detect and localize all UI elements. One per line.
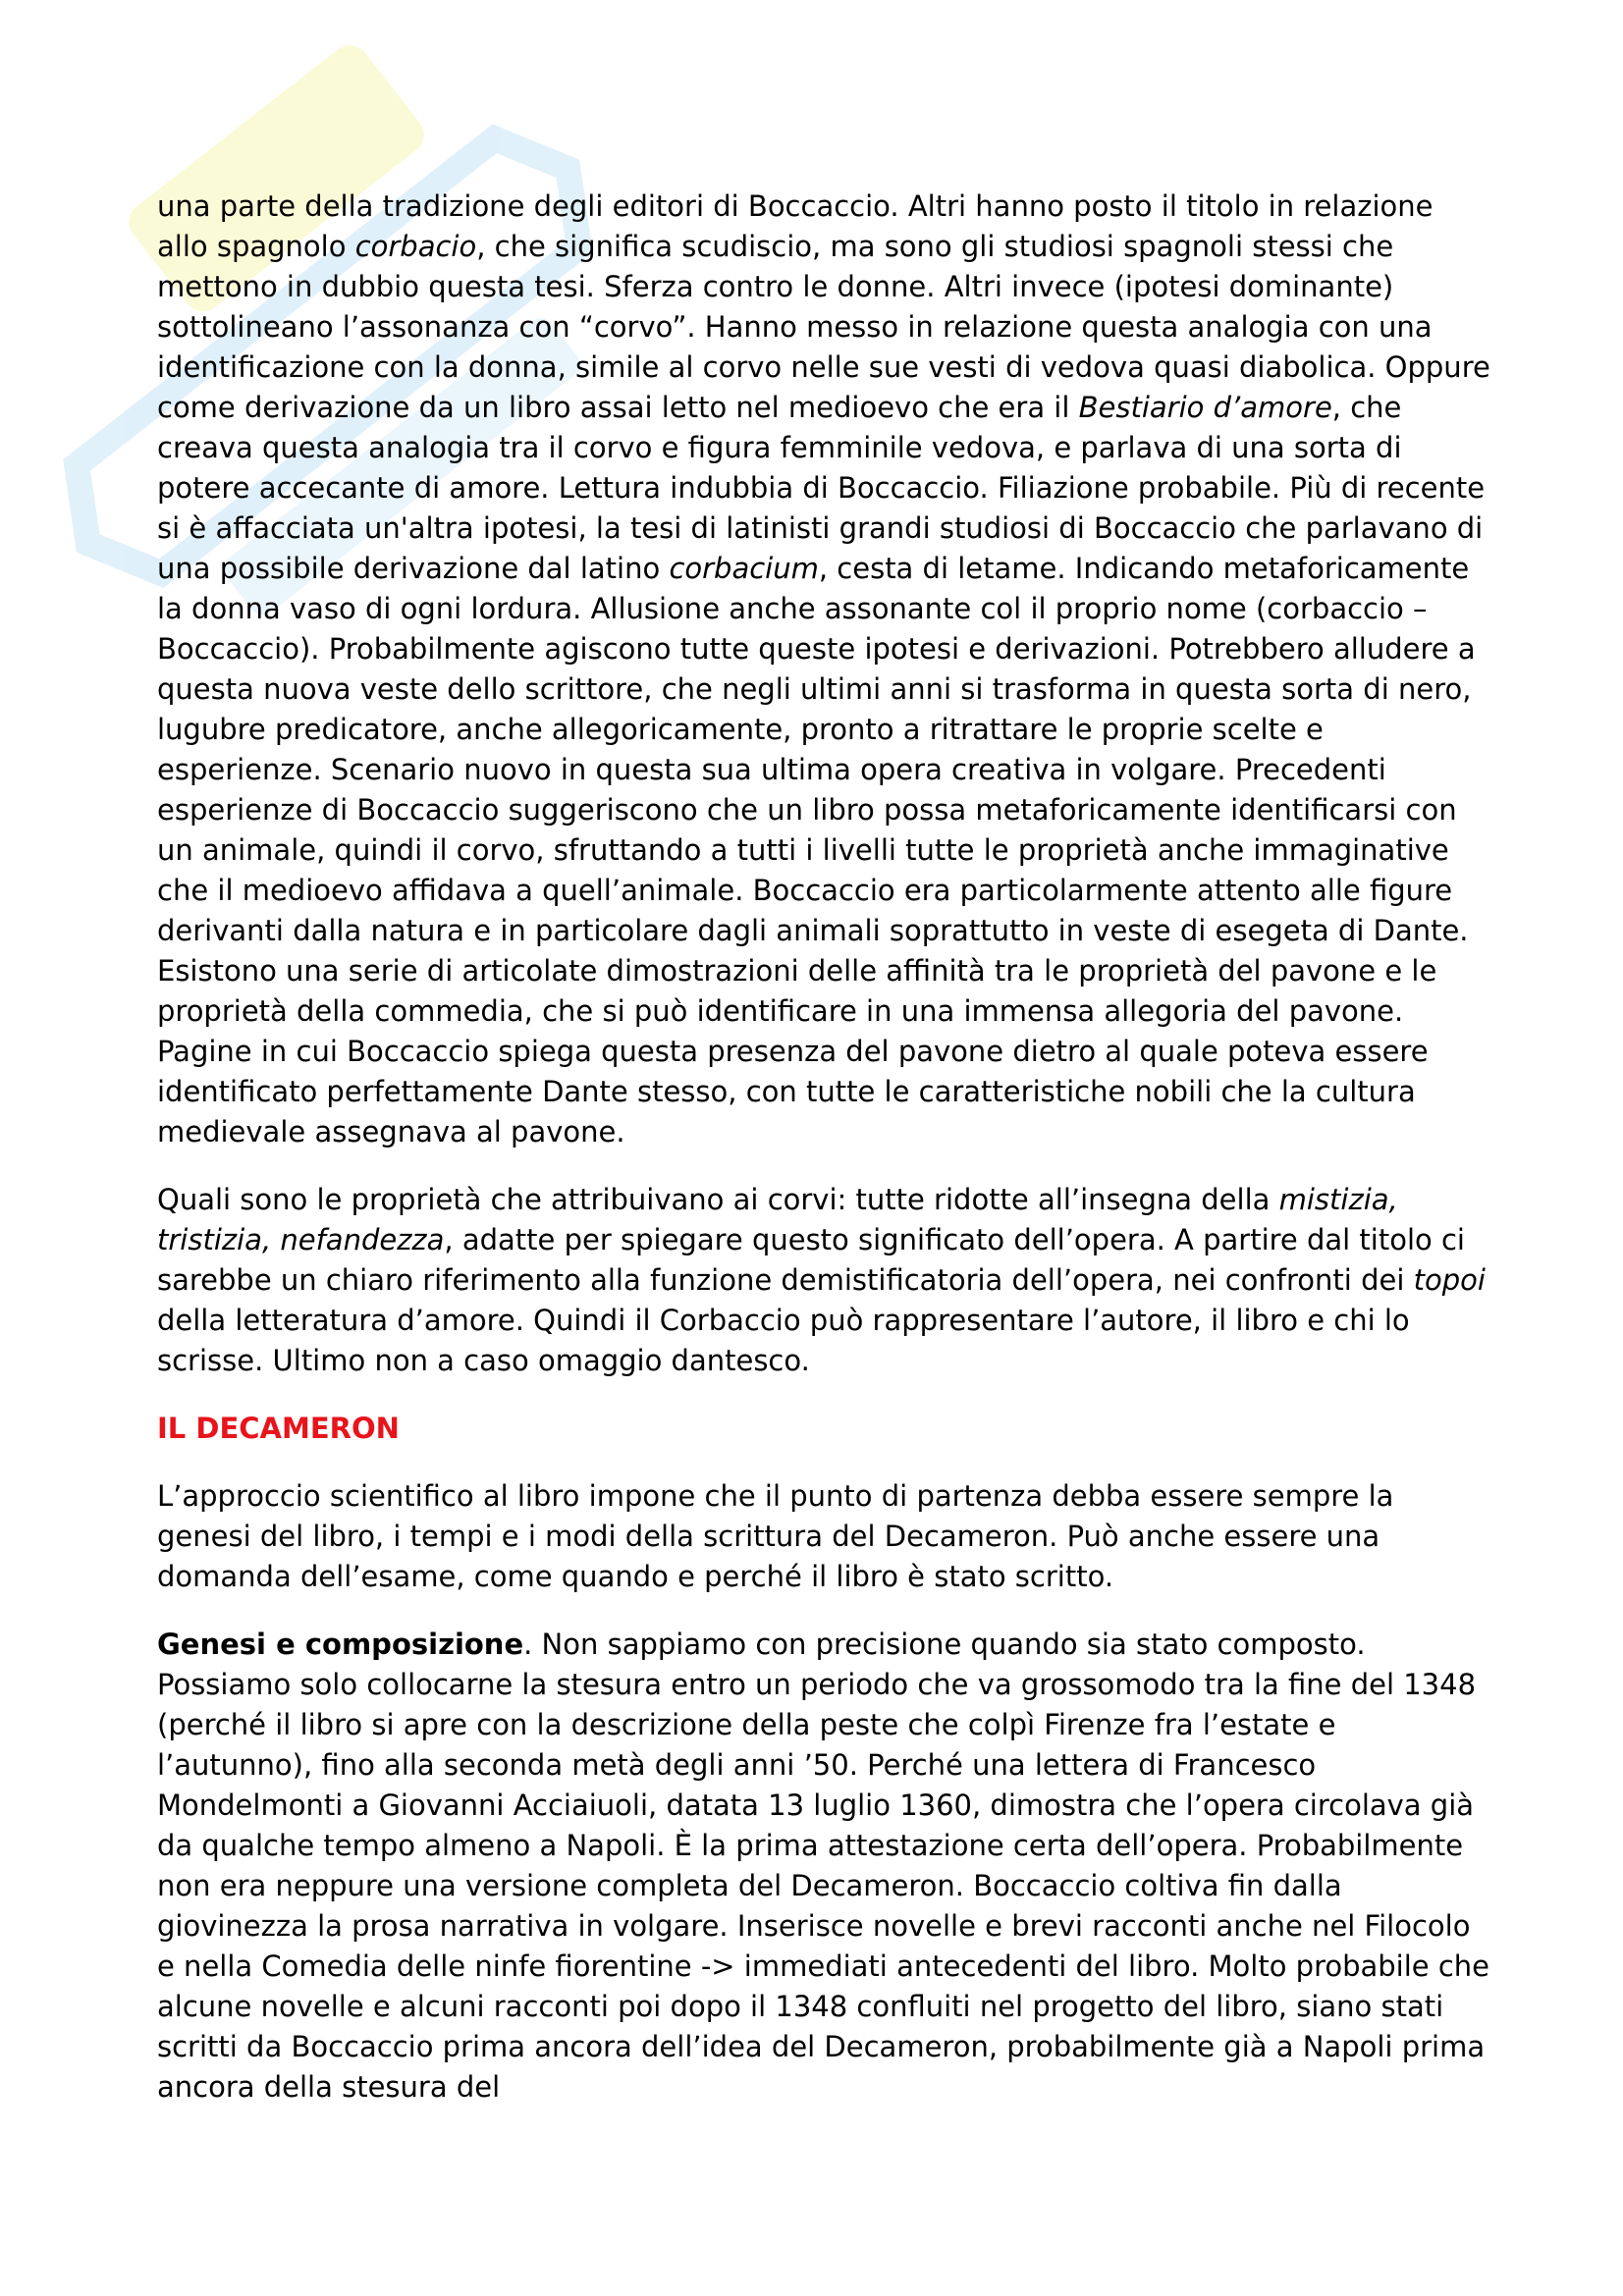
paragraph-approach (157, 1476, 1492, 1597)
text-run: , che significa scudiscio, ma sono gli studiosi spagnoli stessi che mettono in dubbio questa tesi. Sferza contro le donne. Altri invece (ipotesi dominante) sottolineano l’assonanza con “corvo”. Hanno messo in relazione questa analogia con una identificazione con la donna, simile al corvo nelle sue vesti di vedova quasi diabolica. Oppure come derivazione da un libro assai letto nel medioevo che era il (157, 230, 1490, 424)
bold-term: Genesi e composizione (157, 1628, 524, 1661)
text-run: Quali sono le proprietà che attribuivano ai corvi: tutte ridotte all’insegna della (157, 1183, 1279, 1216)
paragraph-corbaccio-title (157, 187, 1492, 1152)
text-run: della letteratura d’amore. Quindi il Corbaccio può rappresentare l’autore, il libro e chi lo scrisse. Ultimo non a caso omaggio dantesco. (157, 1304, 1410, 1377)
text-run: L’approccio scientifico al libro impone che il punto di partenza debba essere sempre la genesi del libro, i tempi e i modi della scrittura del Decameron. Può anche essere una domanda dell’esame, come quando e perché il libro è stato scritto. (157, 1479, 1394, 1593)
text-run: , che creava questa analogia tra il corvo e figura femminile vedova, e parlava di una sorta di potere accecante di amore. Lettura indubbia di Boccaccio. Filiazione probabile. Più di recente si è affacciata un'altra ipotesi, la tesi di latinisti grandi studiosi di Boccaccio che parlavano di una possibile derivazione dal latino (157, 391, 1486, 585)
italic-term: Bestiario d’amore (1078, 391, 1332, 424)
text-run: una parte della tradizione degli editori di Boccaccio. Altri hanno posto il titolo in relazione allo spagnolo (157, 189, 1434, 263)
text-run: , adatte per spiegare questo significato dell’opera. A partire dal titolo ci sarebbe un chiaro riferimento alla funzione demistificatoria dell’opera, nei confronti dei (157, 1223, 1465, 1297)
paragraph-genesis (157, 1625, 1492, 2108)
text-run: , cesta di letame. Indicando metaforicamente la donna vaso di ogni lordura. Allusione anche assonante col il proprio nome (corbaccio – Boccaccio). Probabilmente agiscono tutte queste ipotesi e derivazioni. Potrebbero alludere a questa nuova veste dello scrittore, che negli ultimi anni si trasforma in questa sorta di nero, lugubre predicatore, anche allegoricamente, pronto a ritrattare le proprie scelte e esperienze. Scenario nuovo in questa sua ultima opera creativa in volgare. Precedenti esperienze di Boccaccio suggeriscono che un libro possa metaforicamente identificarsi con un animale, quindi il corvo, sfruttando a tutti i livelli tutte le proprietà anche immaginative che il medioevo affidava a quell’animale. Boccaccio era particolarmente attento alle figure derivanti dalla natura e in particolare dagli animali soprattutto in veste di esegeta di Dante. Esistono una serie di articolate dimostrazioni delle affinità tra le proprietà del pavone e le proprietà della commedia, che si può identificare in una immensa allegoria del pavone. Pagine in cui Boccaccio spiega questa presenza del pavone dietro al quale poteva essere identificato perfettamente Dante stesso, con tutte le caratteristiche nobili che la cultura medievale assegnava al pavone. (157, 552, 1476, 1148)
italic-term: mistizia, tristizia, nefandezza (157, 1183, 1398, 1256)
section-heading-decameron: IL DECAMERON (157, 1412, 400, 1445)
text-run: . Non sappiamo con precisione quando sia stato composto. Possiamo solo collocarne la stesura entro un periodo che va grossomodo tra la fine del 1348 (perché il libro si apre con la descrizione della peste che colpì Firenze fra l’estate e l’autunno), fino alla seconda metà degli anni ’50. Perché una lettera di Francesco Mondelmonti a Giovanni Acciaiuoli, datata 13 luglio 1360, dimostra che l’opera circolava già da qualche tempo almeno a Napoli. È la prima attestazione certa dell’opera. Probabilmente non era neppure una versione completa del Decameron. Boccaccio coltiva fin dalla giovinezza la prosa narrativa in volgare. Inserisce novelle e brevi racconti anche nel Filocolo e nella Comedia delle ninfe fiorentine -> immediati antecedenti del libro. Molto probabile che alcune novelle e alcuni racconti poi dopo il 1348 confluiti nel progetto del libro, siano stati scritti da Boccaccio prima ancora dell’idea del Decameron, probabilmente già a Napoli prima ancora della stesura del (157, 1628, 1490, 2104)
italic-term: corbacio (354, 230, 477, 263)
italic-term: topoi (1413, 1263, 1486, 1297)
paragraph-corvi-properties (157, 1180, 1492, 1381)
document-body (157, 187, 1492, 2108)
italic-term: corbacium (669, 552, 819, 585)
